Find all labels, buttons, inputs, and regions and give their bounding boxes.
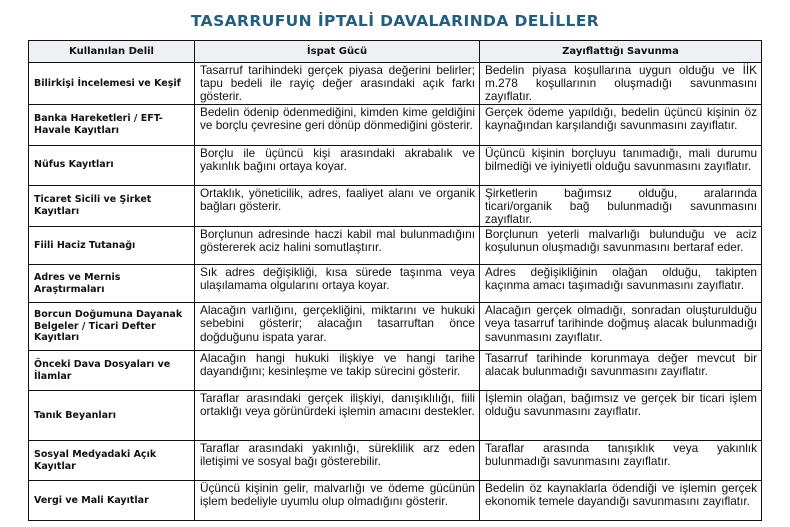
table-row <box>29 104 762 145</box>
proof-strength: Üçüncü kişinin gelir, malvarlığı ve ödeme gücünün işlem bedeliyle uyumlu olup olmadığını gösterir. <box>195 481 480 521</box>
weakened-defense: Taraflar arasında tanışıklık veya yakınlık bulunmadığı savunmasını zayıflatır. <box>480 441 762 481</box>
proof-strength: Alacağın varlığını, gerçekliğini, miktarını ve hukuki sebebini gösterir; alacağın tasarruftan önce doğduğunu ispata yarar. <box>195 303 480 351</box>
table-row <box>29 265 762 303</box>
evidence-name: Önceki Dava Dosyaları ve İlamlar <box>29 351 195 391</box>
header-zayiflattigi-savunma: Zayıflattığı Savunma <box>480 41 762 63</box>
proof-strength: Tasarruf tarihindeki gerçek piyasa değerini belirler; tapu bedeli ile rayiç değer arasındaki açık farkı gösterir. <box>195 63 480 105</box>
table-header-row <box>29 41 762 63</box>
weakened-defense: Alacağın gerçek olmadığı, sonradan oluşturulduğu veya tasarruf tarihinde doğmuş alacak bulunmadığı savunmasını zayıflatır. <box>480 303 762 351</box>
evidence-name: Borcun Doğumuna Dayanak Belgeler / Ticari Defter Kayıtları <box>29 303 195 351</box>
header-kullanilan-delil: Kullanılan Delil <box>29 41 195 63</box>
weakened-defense: Şirketlerin bağımsız olduğu, aralarında ticari/organik bağ bulunmadığı savunmasını zayıflatır. <box>480 185 762 227</box>
weakened-defense: Borçlunun yeterli malvarlığı bulunduğu ve aciz koşulunun oluşmadığı savunmasını bertaraf eder. <box>480 227 762 265</box>
evidence-name: Ticaret Sicili ve Şirket Kayıtları <box>29 185 195 227</box>
evidence-name: Adres ve Mernis Araştırmaları <box>29 265 195 303</box>
page-title: TASARRUFUN İPTALİ DAVALARINDA DELİLLER <box>190 12 600 30</box>
table-row <box>29 481 762 521</box>
table-row <box>29 145 762 185</box>
evidence-name: Nüfus Kayıtları <box>29 145 195 185</box>
table-row <box>29 351 762 391</box>
proof-strength: Borçlu ile üçüncü kişi arasındaki akrabalık ve yakınlık bağını ortaya koyar. <box>195 145 480 185</box>
evidence-name: Banka Hareketleri / EFT-Havale Kayıtları <box>29 104 195 145</box>
table-row <box>29 185 762 227</box>
proof-strength: Sık adres değişikliği, kısa sürede taşınma veya ulaşılamama olgularını ortaya koyar. <box>195 265 480 303</box>
proof-strength: Ortaklık, yöneticilik, adres, faaliyet alanı ve organik bağları gösterir. <box>195 185 480 227</box>
evidence-table <box>28 40 762 521</box>
table-row <box>29 303 762 351</box>
table-row <box>29 391 762 441</box>
table-row <box>29 441 762 481</box>
proof-strength: Taraflar arasındaki gerçek ilişkiyi, danışıklılığı, fiili ortaklığı veya görünürdeki işlemin amacını destekler. <box>195 391 480 441</box>
evidence-name: Vergi ve Mali Kayıtlar <box>29 481 195 521</box>
evidence-name: Tanık Beyanları <box>29 391 195 441</box>
weakened-defense: Bedelin öz kaynaklarla ödendiği ve işlemin gerçek ekonomik temele dayandığı savunmasını zayıflatır. <box>480 481 762 521</box>
weakened-defense: Adres değişikliğinin olağan olduğu, takipten kaçınma amacı taşımadığı savunmasını zayıflatır. <box>480 265 762 303</box>
weakened-defense: Tasarruf tarihinde korunmaya değer mevcut bir alacak bulunmadığı savunmasını zayıflatır. <box>480 351 762 391</box>
proof-strength: Borçlunun adresinde haczi kabil mal bulunmadığını göstererek aciz halini somutlaştırır. <box>195 227 480 265</box>
weakened-defense: İşlemin olağan, bağımsız ve gerçek bir ticari işlem olduğu savunmasını zayıflatır. <box>480 391 762 441</box>
weakened-defense: Gerçek ödeme yapıldığı, bedelin üçüncü kişinin öz kaynağından karşılandığı savunmasını zayıflatır. <box>480 104 762 145</box>
evidence-name: Sosyal Medyadaki Açık Kayıtlar <box>29 441 195 481</box>
table-row <box>29 227 762 265</box>
weakened-defense: Bedelin piyasa koşullarına uygun olduğu ve İİK m.278 koşullarının oluşmadığı savunmasını zayıflatır. <box>480 63 762 105</box>
table-row <box>29 63 762 105</box>
proof-strength: Taraflar arasındaki yakınlığı, süreklilik arz eden iletişimi ve sosyal bağı gösterebilir. <box>195 441 480 481</box>
evidence-name: Fiili Haciz Tutanağı <box>29 227 195 265</box>
proof-strength: Alacağın hangi hukuki ilişkiye ve hangi tarihe dayandığını; kesinleşme ve takip sürecini gösterir. <box>195 351 480 391</box>
header-ispat-gucu: İspat Gücü <box>195 41 480 63</box>
evidence-name: Bilirkişi İncelemesi ve Keşif <box>29 63 195 105</box>
proof-strength: Bedelin ödenip ödenmediğini, kimden kime geldiğini ve borçlu çevresine geri dönüp dönmediğini gösterir. <box>195 104 480 145</box>
weakened-defense: Üçüncü kişinin borçluyu tanımadığı, mali durumu bilmediği ve iyiniyetli olduğu savunmasını zayıflatır. <box>480 145 762 185</box>
